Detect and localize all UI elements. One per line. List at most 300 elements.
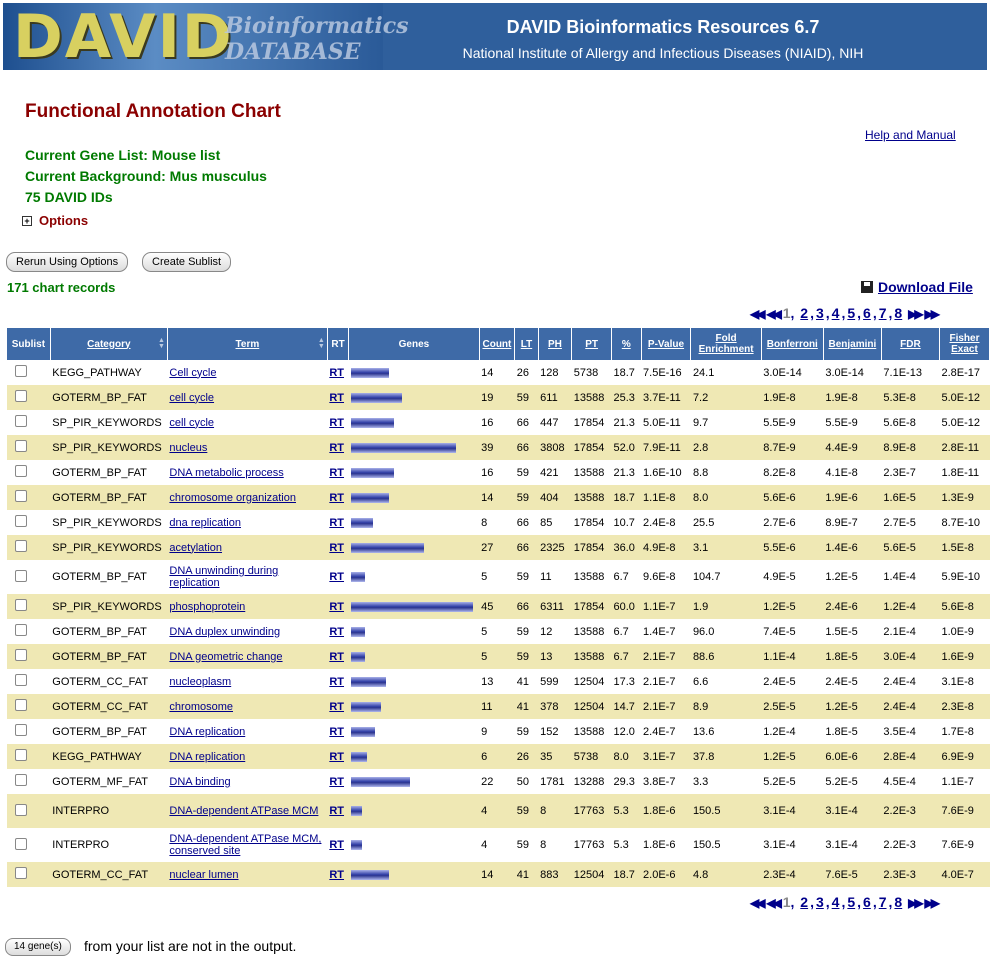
col-category-label[interactable]: Category xyxy=(87,338,131,350)
create-sublist-button[interactable]: Create Sublist xyxy=(142,252,231,272)
sublist-cell xyxy=(7,385,50,410)
fold-cell: 1.9 xyxy=(691,594,761,619)
pt-cell: 17854 xyxy=(572,435,612,460)
genes-bar[interactable] xyxy=(351,468,394,478)
page-link[interactable]: 7 xyxy=(878,894,887,910)
term-link[interactable]: DNA unwinding during replication xyxy=(169,565,279,589)
pvalue-cell: 1.8E-6 xyxy=(643,839,676,851)
page-link[interactable]: 6 xyxy=(863,894,871,910)
last-page-icon[interactable]: ▶▶ xyxy=(924,896,937,910)
category-cell: INTERPRO xyxy=(50,794,167,828)
rt-link[interactable]: RT xyxy=(329,805,345,817)
genes-bar[interactable] xyxy=(351,777,410,787)
col-fdr-label[interactable]: FDR xyxy=(900,338,921,350)
rt-cell xyxy=(327,360,348,385)
col-count[interactable] xyxy=(479,328,515,360)
fold-cell: 88.6 xyxy=(691,644,761,669)
bonferroni-cell: 5.5E-6 xyxy=(761,535,823,560)
category-cell: GOTERM_CC_FAT xyxy=(50,862,167,887)
pvalue-cell: 4.9E-8 xyxy=(641,535,691,560)
bonferroni-cell: 1.9E-8 xyxy=(761,385,823,410)
pvalue-cell: 7.9E-11 xyxy=(641,435,691,460)
sublist-checkbox[interactable] xyxy=(15,570,27,582)
col-bonferroni-label[interactable]: Bonferroni xyxy=(766,338,818,350)
term-link[interactable]: DNA replication xyxy=(169,750,246,763)
genes-cell xyxy=(349,794,479,828)
pager-top: ◀◀ ◀◀ 1, 2 , 3 , 4 , 5 , 6 , 7 , 8 ▶▶ ▶▶ xyxy=(750,305,937,321)
fdr-cell: 4.5E-4 xyxy=(883,775,916,788)
sublist-checkbox[interactable] xyxy=(15,804,27,816)
term-cell xyxy=(167,560,327,594)
term-link[interactable]: nucleus xyxy=(169,441,208,454)
rt-link[interactable]: RT xyxy=(329,625,345,638)
col-lt-label[interactable]: LT xyxy=(520,338,533,350)
rt-link[interactable]: RT xyxy=(329,868,345,881)
benjamini-cell: 3.1E-4 xyxy=(825,839,858,851)
benjamini-cell: 2.4E-5 xyxy=(825,675,858,688)
sublist-cell xyxy=(7,794,50,828)
benjamini-cell: 2.4E-6 xyxy=(823,594,881,619)
pt-cell: 13588 xyxy=(572,485,612,510)
page-link[interactable]: 2 xyxy=(800,894,809,910)
rt-link[interactable]: RT xyxy=(329,600,345,613)
genes-cell xyxy=(349,744,479,769)
term-link[interactable]: cell cycle xyxy=(169,416,215,429)
benjamini-cell: 4.1E-8 xyxy=(825,466,858,479)
table-row xyxy=(7,669,990,694)
pt-cell: 12504 xyxy=(573,675,605,688)
sublist-checkbox[interactable] xyxy=(15,649,27,661)
page-title: Functional Annotation Chart xyxy=(25,101,281,122)
genes-cell xyxy=(349,435,479,460)
col-term-label[interactable]: Term xyxy=(235,338,260,350)
pt-cell: 13588 xyxy=(572,644,612,669)
rt-link[interactable]: RT xyxy=(329,541,345,554)
pt-cell: 17763 xyxy=(573,839,605,851)
table-row xyxy=(7,862,990,887)
rt-cell xyxy=(327,828,348,862)
col-category[interactable] xyxy=(50,328,167,360)
col-genes: Genes xyxy=(349,328,479,360)
term-cell xyxy=(167,435,327,460)
sublist-checkbox[interactable] xyxy=(15,867,27,879)
rt-link[interactable]: RT xyxy=(329,750,345,763)
lt-cell: 26 xyxy=(515,744,538,769)
prev-page-icon[interactable]: ◀◀ xyxy=(766,307,779,321)
table-header-row xyxy=(7,328,990,360)
term-link[interactable]: DNA binding xyxy=(169,775,231,788)
count-cell: 14 xyxy=(479,862,515,887)
page-link[interactable]: 4 xyxy=(831,894,840,910)
rt-link[interactable]: RT xyxy=(329,391,345,404)
pct-cell: 29.3 xyxy=(613,775,635,788)
logo-subtitle-2: DATABASE xyxy=(225,39,361,65)
sublist-checkbox[interactable] xyxy=(15,540,27,552)
missing-genes-button[interactable]: 14 gene(s) xyxy=(5,938,71,956)
bonferroni-cell: 2.3E-4 xyxy=(761,862,823,887)
genes-bar[interactable] xyxy=(351,443,456,453)
benjamini-cell: 1.8E-5 xyxy=(823,644,881,669)
col-pvalue-label[interactable]: P-Value xyxy=(647,338,685,350)
col-pvalue[interactable] xyxy=(641,328,691,360)
pt-cell: 13588 xyxy=(573,625,605,638)
category-cell: GOTERM_BP_FAT xyxy=(50,485,167,510)
col-bonferroni[interactable] xyxy=(761,328,823,360)
table-row xyxy=(7,794,990,828)
sublist-cell xyxy=(7,435,50,460)
term-link[interactable]: DNA geometric change xyxy=(169,650,283,663)
pt-cell: 17854 xyxy=(572,594,612,619)
fisher-cell: 3.1E-8 xyxy=(941,675,974,688)
ph-cell: 3808 xyxy=(538,435,572,460)
sublist-checkbox[interactable] xyxy=(15,724,27,736)
term-link[interactable]: dna replication xyxy=(169,516,241,529)
fisher-cell: 1.6E-9 xyxy=(939,644,989,669)
page-link[interactable]: 7 xyxy=(878,305,887,321)
rt-link[interactable]: RT xyxy=(329,650,345,663)
term-link[interactable]: chromosome organization xyxy=(169,491,296,504)
fdr-cell: 1.2E-4 xyxy=(881,594,939,619)
first-page-icon[interactable]: ◀◀ xyxy=(750,307,763,321)
sublist-checkbox[interactable] xyxy=(15,440,27,452)
genes-bar[interactable] xyxy=(351,418,394,428)
sublist-cell xyxy=(7,460,50,485)
sublist-checkbox[interactable] xyxy=(15,465,27,477)
pt-cell: 17763 xyxy=(572,794,612,828)
term-link[interactable]: Cell cycle xyxy=(169,366,217,379)
page-link[interactable]: 5 xyxy=(847,305,856,321)
genes-bar[interactable] xyxy=(351,543,424,553)
col-percent[interactable] xyxy=(612,328,642,360)
fdr-cell: 2.2E-3 xyxy=(881,794,939,828)
sublist-cell xyxy=(7,862,50,887)
count-cell: 19 xyxy=(479,385,515,410)
floppy-disk-icon xyxy=(861,281,873,293)
sublist-cell xyxy=(7,594,50,619)
term-link[interactable]: acetylation xyxy=(169,541,223,554)
sublist-checkbox[interactable] xyxy=(15,599,27,611)
genes-bar[interactable] xyxy=(351,393,402,403)
term-link[interactable]: DNA duplex unwinding xyxy=(169,625,281,638)
pt-cell: 13588 xyxy=(573,571,605,583)
category-cell: SP_PIR_KEYWORDS xyxy=(50,594,167,619)
col-pt[interactable] xyxy=(572,328,612,360)
pt-cell: 12504 xyxy=(572,862,612,887)
rt-link[interactable]: RT xyxy=(329,491,345,504)
term-link[interactable]: cell cycle xyxy=(169,391,215,404)
col-fisher-exact[interactable] xyxy=(939,328,989,360)
pct-cell: 6.7 xyxy=(613,571,629,583)
col-percent-label[interactable]: % xyxy=(621,338,631,350)
genes-bar[interactable] xyxy=(351,840,362,850)
rt-link[interactable]: RT xyxy=(329,675,345,688)
header-banner xyxy=(0,0,998,73)
banner-title: DAVID Bioinformatics Resources 6.7 xyxy=(506,17,820,37)
fisher-cell: 5.9E-10 xyxy=(941,571,980,583)
category-cell: KEGG_PATHWAY xyxy=(50,744,167,769)
sublist-checkbox[interactable] xyxy=(15,415,27,427)
banner-subtitle: National Institute of Allergy and Infectious Diseases (NIAID), NIH xyxy=(462,45,864,61)
fold-cell: 7.2 xyxy=(691,385,761,410)
pct-cell: 5.3 xyxy=(612,794,642,828)
benjamini-cell: 4.4E-9 xyxy=(823,435,881,460)
sublist-checkbox[interactable] xyxy=(15,749,27,761)
lt-cell: 66 xyxy=(515,594,538,619)
pct-cell: 36.0 xyxy=(612,535,642,560)
next-page-icon[interactable]: ▶▶ xyxy=(908,896,921,910)
col-fold-label[interactable]: Fold Enrichment xyxy=(698,333,754,355)
pct-cell: 18.7 xyxy=(612,485,642,510)
page-link[interactable]: 2 xyxy=(800,305,809,321)
term-link[interactable]: nucleoplasm xyxy=(169,675,232,688)
pvalue-cell: 2.4E-8 xyxy=(643,516,676,529)
lt-cell: 50 xyxy=(516,775,529,788)
term-cell xyxy=(167,862,327,887)
rt-cell xyxy=(327,535,348,560)
term-cell xyxy=(167,719,327,744)
col-term[interactable] xyxy=(167,328,327,360)
sublist-cell xyxy=(7,360,50,385)
term-cell xyxy=(167,694,327,719)
ph-cell: 883 xyxy=(538,862,572,887)
bonferroni-cell: 2.4E-5 xyxy=(763,675,796,688)
term-link[interactable]: DNA-dependent ATPase MCM, conserved site xyxy=(169,833,322,857)
genes-bar[interactable] xyxy=(351,677,386,687)
sublist-checkbox[interactable] xyxy=(15,699,27,711)
count-cell: 5 xyxy=(481,571,488,583)
sublist-cell xyxy=(7,694,50,719)
page-link[interactable]: 5 xyxy=(847,894,856,910)
current-page: 1 xyxy=(782,894,791,910)
genes-cell xyxy=(349,862,479,887)
table-row xyxy=(7,719,990,744)
fisher-cell: 1.3E-9 xyxy=(939,485,989,510)
rt-cell xyxy=(327,435,348,460)
table-row xyxy=(7,619,990,644)
term-cell xyxy=(167,510,327,535)
count-cell: 16 xyxy=(481,466,494,479)
table-row xyxy=(7,769,990,794)
rt-cell xyxy=(327,644,348,669)
next-page-icon[interactable]: ▶▶ xyxy=(908,307,921,321)
col-fdr[interactable] xyxy=(881,328,939,360)
page-link[interactable]: 6 xyxy=(863,305,871,321)
col-fisher-label[interactable]: Fisher Exact xyxy=(949,333,980,355)
table-row xyxy=(7,385,990,410)
sublist-checkbox[interactable] xyxy=(15,838,27,850)
genes-bar[interactable] xyxy=(351,572,365,582)
table-row xyxy=(7,510,990,535)
pt-cell: 13288 xyxy=(573,775,605,788)
sublist-checkbox[interactable] xyxy=(15,674,27,686)
term-link[interactable]: chromosome xyxy=(169,700,233,713)
term-link[interactable]: DNA-dependent ATPase MCM xyxy=(169,805,319,817)
sort-arrows-icon[interactable]: ▲ ▼ xyxy=(157,337,165,350)
fdr-cell: 2.8E-4 xyxy=(881,744,939,769)
col-ph-label[interactable]: PH xyxy=(548,338,562,350)
fold-cell: 6.6 xyxy=(692,675,709,688)
current-background: Current Background: Mus musculus xyxy=(25,168,267,184)
rt-cell xyxy=(327,862,348,887)
table-row xyxy=(7,360,990,385)
genes-bar[interactable] xyxy=(351,602,473,612)
count-cell: 5 xyxy=(481,625,488,638)
genes-cell xyxy=(349,485,479,510)
ph-cell: 6311 xyxy=(538,594,572,619)
count-cell: 13 xyxy=(481,675,494,688)
col-benjamini-label[interactable]: Benjamini xyxy=(828,338,877,350)
genes-bar[interactable] xyxy=(351,727,375,737)
download-file-label[interactable]: Download File xyxy=(878,279,973,295)
sublist-cell xyxy=(7,535,50,560)
col-fold-enrichment[interactable] xyxy=(691,328,761,360)
term-link[interactable]: DNA replication xyxy=(169,725,246,738)
count-cell: 45 xyxy=(479,594,515,619)
benjamini-cell: 1.2E-5 xyxy=(823,694,881,719)
term-cell xyxy=(167,385,327,410)
expand-plus-icon[interactable]: + xyxy=(22,216,32,226)
term-cell xyxy=(167,360,327,385)
term-cell xyxy=(167,828,327,862)
pt-cell: 13588 xyxy=(573,466,605,479)
benjamini-cell: 3.1E-4 xyxy=(823,794,881,828)
col-count-label[interactable]: Count xyxy=(482,338,512,350)
genes-bar[interactable] xyxy=(351,518,373,528)
rt-link[interactable]: RT xyxy=(329,466,345,479)
benjamini-cell: 1.8E-5 xyxy=(825,725,858,738)
count-cell: 39 xyxy=(479,435,515,460)
lt-cell: 59 xyxy=(516,466,529,479)
page-link[interactable]: 8 xyxy=(894,305,903,321)
fisher-cell: 8.7E-10 xyxy=(941,516,980,529)
col-pt-label[interactable]: PT xyxy=(585,338,599,350)
sublist-cell xyxy=(7,510,50,535)
download-file-link[interactable] xyxy=(861,279,973,295)
genes-cell xyxy=(349,694,479,719)
fold-cell: 24.1 xyxy=(692,366,715,379)
prev-page-icon[interactable]: ◀◀ xyxy=(766,896,779,910)
genes-bar[interactable] xyxy=(351,806,362,816)
logo-subtitle-1: Bioinformatics xyxy=(225,13,409,39)
rt-link[interactable]: RT xyxy=(329,839,345,851)
category-cell: SP_PIR_KEYWORDS xyxy=(50,535,167,560)
fisher-cell: 1.8E-11 xyxy=(941,466,980,479)
table-row xyxy=(7,485,990,510)
fold-cell: 3.3 xyxy=(692,775,709,788)
ph-cell: 421 xyxy=(540,466,559,479)
rt-link[interactable]: RT xyxy=(329,366,345,379)
annotation-chart-table xyxy=(7,328,990,887)
pt-cell: 5738 xyxy=(573,366,599,379)
bonferroni-cell: 8.7E-9 xyxy=(761,435,823,460)
lt-cell: 41 xyxy=(516,675,529,688)
genes-cell xyxy=(349,360,479,385)
bonferroni-cell: 8.2E-8 xyxy=(763,466,796,479)
fdr-cell: 2.3E-7 xyxy=(883,466,916,479)
rt-link[interactable]: RT xyxy=(329,571,345,583)
genes-bar[interactable] xyxy=(351,652,365,662)
sublist-checkbox[interactable] xyxy=(15,365,27,377)
rt-cell xyxy=(327,619,348,644)
pvalue-cell: 1.6E-10 xyxy=(643,466,682,479)
ph-cell: 12 xyxy=(540,625,553,638)
genes-bar[interactable] xyxy=(351,870,389,880)
bonferroni-cell: 5.2E-5 xyxy=(763,775,796,788)
lt-cell: 59 xyxy=(515,644,538,669)
rt-link[interactable]: RT xyxy=(329,441,345,454)
sublist-cell xyxy=(7,410,50,435)
fisher-cell: 7.6E-9 xyxy=(941,839,974,851)
help-manual-link[interactable]: Help and Manual xyxy=(865,128,956,142)
category-cell: SP_PIR_KEYWORDS xyxy=(52,416,162,429)
sublist-checkbox[interactable] xyxy=(15,774,27,786)
col-benjamini[interactable] xyxy=(823,328,881,360)
fisher-cell: 2.3E-8 xyxy=(939,694,989,719)
genes-bar[interactable] xyxy=(351,752,367,762)
benjamini-cell: 1.9E-8 xyxy=(823,385,881,410)
genes-bar[interactable] xyxy=(351,368,389,378)
rt-link[interactable]: RT xyxy=(329,725,345,738)
rt-link[interactable]: RT xyxy=(329,775,345,788)
page-link[interactable]: 8 xyxy=(894,894,903,910)
rt-cell xyxy=(327,385,348,410)
fdr-cell: 5.6E-8 xyxy=(883,416,916,429)
fisher-cell: 7.6E-9 xyxy=(939,794,989,828)
pct-cell: 17.3 xyxy=(613,675,635,688)
page-link[interactable]: 3 xyxy=(815,305,824,321)
page-link[interactable]: 3 xyxy=(815,894,824,910)
ph-cell: 11 xyxy=(540,571,552,583)
rt-link[interactable]: RT xyxy=(329,416,345,429)
bonferroni-cell: 1.1E-4 xyxy=(761,644,823,669)
term-link[interactable]: DNA metabolic process xyxy=(169,466,284,479)
col-ph[interactable] xyxy=(538,328,572,360)
ph-cell: 599 xyxy=(540,675,559,688)
table-row xyxy=(7,594,990,619)
last-page-icon[interactable]: ▶▶ xyxy=(924,307,937,321)
lt-cell: 41 xyxy=(515,694,538,719)
sublist-checkbox[interactable] xyxy=(15,490,27,502)
fold-cell: 150.5 xyxy=(692,839,721,851)
page-link[interactable]: 4 xyxy=(831,305,840,321)
sublist-checkbox[interactable] xyxy=(15,515,27,527)
pt-cell: 17854 xyxy=(573,416,605,429)
rt-link[interactable]: RT xyxy=(329,516,345,529)
fdr-cell: 2.7E-5 xyxy=(883,516,916,529)
options-toggle[interactable] xyxy=(22,213,88,228)
sort-arrows-icon[interactable]: ▲ ▼ xyxy=(317,337,325,350)
lt-cell: 66 xyxy=(515,435,538,460)
term-link[interactable]: nuclear lumen xyxy=(169,868,239,881)
first-page-icon[interactable]: ◀◀ xyxy=(750,896,763,910)
genes-bar[interactable] xyxy=(351,702,381,712)
term-link[interactable]: phosphoprotein xyxy=(169,600,246,613)
genes-bar[interactable] xyxy=(351,627,365,637)
pvalue-cell: 7.5E-16 xyxy=(643,366,682,379)
rt-link[interactable]: RT xyxy=(329,700,345,713)
sublist-checkbox[interactable] xyxy=(15,390,27,402)
bonferroni-cell: 1.2E-5 xyxy=(761,594,823,619)
ph-cell: 1781 xyxy=(540,775,565,788)
logo-text: DAVID xyxy=(13,2,234,72)
rerun-options-button[interactable]: Rerun Using Options xyxy=(6,252,128,272)
sublist-checkbox[interactable] xyxy=(15,624,27,636)
count-cell: 22 xyxy=(481,775,494,788)
fdr-cell: 7.1E-13 xyxy=(883,366,922,379)
count-cell: 4 xyxy=(481,839,488,851)
col-lt[interactable] xyxy=(515,328,538,360)
genes-bar[interactable] xyxy=(351,493,389,503)
